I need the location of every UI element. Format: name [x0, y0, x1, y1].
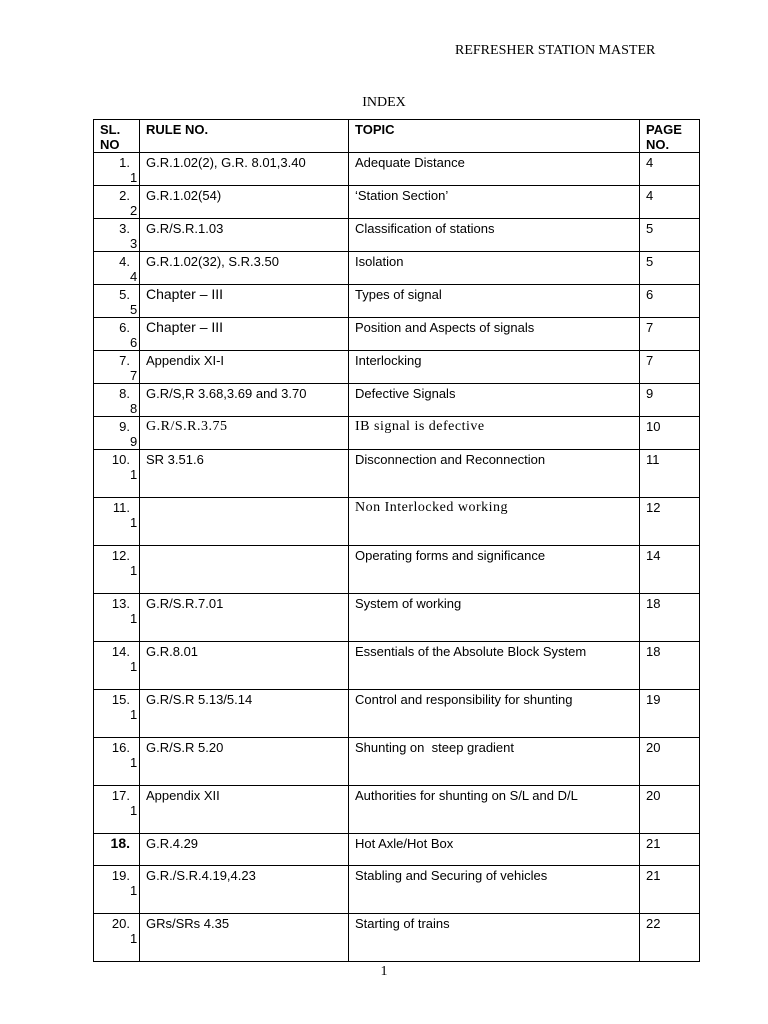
sl-no-cell — [94, 866, 140, 914]
sl-no-number: 13. — [111, 596, 130, 611]
topic-cell: Adequate Distance — [349, 153, 640, 186]
topic-cell: ‘Station Section’ — [349, 186, 640, 219]
rule-no-cell: Chapter – III — [140, 318, 349, 351]
sl-no-cell — [94, 186, 140, 219]
sl-no-suffix: 1 — [130, 170, 138, 185]
page-no-cell: 4 — [640, 186, 700, 219]
sl-no-suffix: 1 — [130, 883, 138, 898]
sl-no-number: 3. — [119, 221, 130, 236]
topic-cell: Essentials of the Absolute Block System — [349, 642, 640, 690]
sl-no-number: 14. — [111, 644, 130, 659]
page-no-cell: 12 — [640, 498, 700, 546]
table-row — [94, 318, 700, 351]
sl-no-cell — [94, 318, 140, 351]
topic-cell: System of working — [349, 594, 640, 642]
rule-no-cell: G.R.1.02(2), G.R. 8.01,3.40 — [140, 153, 349, 186]
page-no-cell: 18 — [640, 642, 700, 690]
table-row — [94, 546, 700, 594]
sl-no-suffix: 1 — [130, 803, 138, 818]
rule-no-cell: G.R.4.29 — [140, 834, 349, 866]
sl-no-cell — [94, 219, 140, 252]
column-header-sl-no: SL. NO — [94, 120, 140, 153]
topic-cell: Position and Aspects of signals — [349, 318, 640, 351]
rule-no-cell: G.R/S.R 5.13/5.14 — [140, 690, 349, 738]
rule-no-cell: G.R./S.R.4.19,4.23 — [140, 866, 349, 914]
topic-cell: Authorities for shunting on S/L and D/L — [349, 786, 640, 834]
sl-no-cell — [94, 834, 140, 866]
column-header-topic: TOPIC — [349, 120, 640, 153]
sl-no-cell — [94, 642, 140, 690]
page-no-cell: 5 — [640, 252, 700, 285]
topic-cell: Operating forms and significance — [349, 546, 640, 594]
sl-no-cell — [94, 450, 140, 498]
sl-no-cell — [94, 914, 140, 962]
sl-no-cell — [94, 594, 140, 642]
table-row — [94, 450, 700, 498]
table-row — [94, 690, 700, 738]
rule-no-cell: SR 3.51.6 — [140, 450, 349, 498]
sl-no-suffix: 6 — [130, 335, 138, 350]
table-row — [94, 219, 700, 252]
sl-no-cell — [94, 285, 140, 318]
table-row — [94, 153, 700, 186]
sl-no-suffix: 7 — [130, 368, 138, 383]
sl-no-number: 6. — [119, 320, 130, 335]
page-no-cell: 10 — [640, 417, 700, 450]
page-no-cell: 11 — [640, 450, 700, 498]
topic-cell: Starting of trains — [349, 914, 640, 962]
sl-no-suffix: 4 — [130, 269, 138, 284]
table-header-row — [94, 120, 700, 153]
topic-cell: Classification of stations — [349, 219, 640, 252]
sl-no-cell — [94, 384, 140, 417]
table-row — [94, 642, 700, 690]
rule-no-cell: GRs/SRs 4.35 — [140, 914, 349, 962]
sl-no-number: 8. — [119, 386, 130, 401]
sl-no-number: 17. — [111, 788, 130, 803]
sl-no-suffix: 9 — [130, 434, 138, 449]
rule-no-cell: Chapter – III — [140, 285, 349, 318]
sl-no-suffix: 1 — [130, 467, 138, 482]
sl-no-number: 9. — [119, 419, 130, 434]
rule-no-cell: G.R.8.01 — [140, 642, 349, 690]
sl-no-cell — [94, 498, 140, 546]
sl-no-number: 19. — [111, 868, 130, 883]
sl-no-number: 2. — [119, 188, 130, 203]
topic-cell: Isolation — [349, 252, 640, 285]
sl-no-suffix: 1 — [130, 563, 138, 578]
table-row — [94, 866, 700, 914]
sl-no-number: 18. — [110, 835, 130, 851]
sl-no-suffix: 1 — [130, 755, 138, 770]
table-row — [94, 252, 700, 285]
topic-cell: Interlocking — [349, 351, 640, 384]
rule-no-cell: G.R/S.R.3.75 — [140, 417, 349, 450]
sl-no-suffix: 1 — [130, 515, 138, 530]
page-no-cell: 7 — [640, 318, 700, 351]
page-no-cell: 14 — [640, 546, 700, 594]
index-table — [93, 119, 700, 962]
topic-cell: Defective Signals — [349, 384, 640, 417]
rule-no-cell: G.R.1.02(32), S.R.3.50 — [140, 252, 349, 285]
page-no-cell: 21 — [640, 834, 700, 866]
table-row — [94, 285, 700, 318]
index-title: INDEX — [362, 95, 406, 110]
table-row — [94, 351, 700, 384]
topic-cell: Disconnection and Reconnection — [349, 450, 640, 498]
page-no-cell: 6 — [640, 285, 700, 318]
table-row — [94, 914, 700, 962]
sl-no-number: 20. — [111, 916, 130, 931]
page-no-cell: 20 — [640, 786, 700, 834]
column-header-page-no: PAGE NO. — [640, 120, 700, 153]
rule-no-cell: Appendix XII — [140, 786, 349, 834]
topic-cell: IB signal is defective — [349, 417, 640, 450]
topic-cell: Non Interlocked working — [349, 498, 640, 546]
table-row — [94, 498, 700, 546]
sl-no-suffix: 5 — [130, 302, 138, 317]
column-header-rule-no: RULE NO. — [140, 120, 349, 153]
sl-no-cell — [94, 546, 140, 594]
sl-no-cell — [94, 252, 140, 285]
page-no-cell: 19 — [640, 690, 700, 738]
sl-no-suffix: 1 — [130, 611, 138, 626]
sl-no-number: 15. — [111, 692, 130, 707]
rule-no-cell: G.R/S.R.7.01 — [140, 594, 349, 642]
rule-no-cell — [140, 498, 349, 546]
rule-no-cell: Appendix XI-I — [140, 351, 349, 384]
topic-cell: Types of signal — [349, 285, 640, 318]
topic-cell: Hot Axle/Hot Box — [349, 834, 640, 866]
sl-no-cell — [94, 786, 140, 834]
page-no-cell: 20 — [640, 738, 700, 786]
rule-no-cell: G.R/S.R.1.03 — [140, 219, 349, 252]
rule-no-cell: G.R/S,R 3.68,3.69 and 3.70 — [140, 384, 349, 417]
sl-no-cell — [94, 417, 140, 450]
page-number: 1 — [380, 964, 388, 979]
page-no-cell: 4 — [640, 153, 700, 186]
rule-no-cell: G.R/S.R 5.20 — [140, 738, 349, 786]
page-no-cell: 22 — [640, 914, 700, 962]
sl-no-number: 1. — [119, 155, 130, 170]
topic-cell: Stabling and Securing of vehicles — [349, 866, 640, 914]
topic-cell: Shunting on steep gradient — [349, 738, 640, 786]
table-row — [94, 786, 700, 834]
table-row — [94, 186, 700, 219]
sl-no-number: 4. — [119, 254, 130, 269]
sl-no-suffix: 1 — [130, 707, 138, 722]
sl-no-suffix: 8 — [130, 401, 138, 416]
page-no-cell: 18 — [640, 594, 700, 642]
table-row — [94, 417, 700, 450]
sl-no-number: 11. — [112, 500, 130, 515]
sl-no-suffix: 3 — [130, 236, 138, 251]
sl-no-suffix: 2 — [130, 203, 138, 218]
table-row — [94, 384, 700, 417]
table-row — [94, 594, 700, 642]
rule-no-cell — [140, 546, 349, 594]
table-row — [94, 738, 700, 786]
page-no-cell: 5 — [640, 219, 700, 252]
sl-no-number: 10. — [111, 452, 130, 467]
page-no-cell: 9 — [640, 384, 700, 417]
sl-no-number: 12. — [111, 548, 130, 563]
sl-no-cell — [94, 738, 140, 786]
sl-no-number: 7. — [119, 353, 130, 368]
topic-cell: Control and responsibility for shunting — [349, 690, 640, 738]
rule-no-cell: G.R.1.02(54) — [140, 186, 349, 219]
sl-no-cell — [94, 351, 140, 384]
document-header: REFRESHER STATION MASTER — [455, 43, 656, 58]
table-row — [94, 834, 700, 866]
sl-no-number: 5. — [119, 287, 130, 302]
sl-no-suffix: 1 — [130, 931, 138, 946]
sl-no-cell — [94, 690, 140, 738]
page-no-cell: 21 — [640, 866, 700, 914]
page-no-cell: 7 — [640, 351, 700, 384]
sl-no-number: 16. — [111, 740, 130, 755]
sl-no-cell — [94, 153, 140, 186]
sl-no-suffix: 1 — [130, 659, 138, 674]
